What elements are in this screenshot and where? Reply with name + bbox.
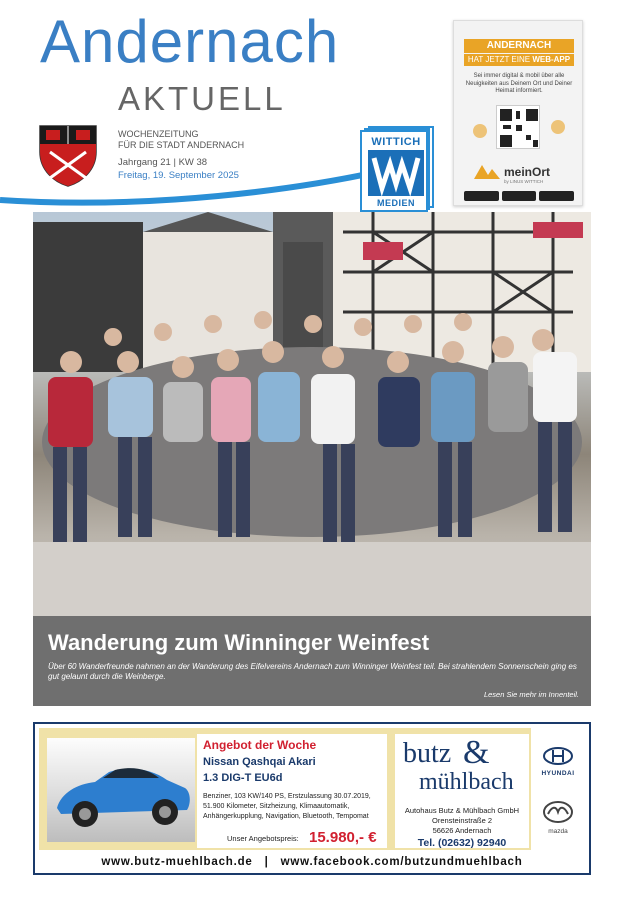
article-lead: Über 60 Wanderfreunde nahmen an der Wanderung des Eifelvereins Andernach zum Winninger Weinfest teil. Bei strahlendem Sonnenschein ging es gut gelaunt durch die Weinberge.: [48, 662, 577, 681]
hand-icon: [470, 121, 490, 141]
masthead-title: Andernach: [40, 8, 340, 75]
webapp-badge-link[interactable]: [539, 191, 574, 201]
bell-icon: [548, 117, 568, 137]
dealer-street: Orensteinstraße 2: [431, 816, 493, 825]
mazda-logo-icon: [542, 800, 574, 824]
car-dealer-ad[interactable]: [33, 722, 591, 875]
car-details: Benziner, 103 KW/140 PS, Erstzulassung 30.07.2019, 51.900 Kilometer, Sitzheizung, Klimaautomatik, Anhängerkupplung, Navigation, Bluetooth, Tempomat: [203, 793, 371, 820]
dealer-info: [395, 734, 529, 848]
ad-footer-links: [39, 854, 585, 870]
price-value: 15.980,- €: [309, 829, 377, 846]
issue-date: Freitag, 19. September 2025: [118, 170, 239, 181]
publisher-name-top: WITTICH: [371, 136, 421, 148]
hyundai-logo-icon: [542, 746, 574, 766]
app-store-badge[interactable]: [464, 191, 499, 201]
offer-heading: Angebot der Woche: [203, 738, 317, 752]
app-store-badges[interactable]: [464, 191, 574, 201]
price-label: Unser Angebotspreis:: [227, 834, 299, 843]
brand-mazda: mazda: [548, 828, 568, 835]
qr-code-icon[interactable]: [496, 105, 540, 149]
car-model: Nissan Qashqai Akari: [203, 756, 316, 768]
brand-logos: [531, 728, 585, 850]
cover-photo: [33, 212, 591, 616]
webapp-headline: HAT JETZT EINE WEB-APP: [464, 54, 574, 66]
dealer-website-link[interactable]: www.butz-muehlbach.de: [101, 856, 253, 868]
offer-box: [197, 734, 387, 848]
brand-hyundai: HYUNDAI: [541, 770, 575, 777]
webapp-badge: ANDERNACH: [464, 39, 574, 53]
issue-number: Jahrgang 21 | KW 38: [118, 157, 208, 168]
dealer-facebook-link[interactable]: www.facebook.com/butzundmuehlbach: [280, 856, 523, 868]
dealer-logo-amp: &: [463, 734, 490, 771]
meinort-logo-icon: [472, 163, 502, 181]
ad-body: [39, 728, 585, 850]
publisher-logo: [360, 126, 432, 212]
masthead-subtitle: AKTUELL: [118, 80, 286, 117]
lead-article[interactable]: [33, 616, 591, 706]
article-headline[interactable]: Wanderung zum Winninger Weinfest: [48, 630, 430, 655]
publisher-w-icon: [368, 150, 424, 196]
dealer-phone[interactable]: Tel. (02632) 92940: [417, 837, 507, 849]
meinort-brand: meinOrt by LINUS WITTICH: [504, 165, 551, 184]
car-photo: [47, 738, 195, 842]
webapp-text: Sei immer digital & mobil über alle Neuigkeiten aus Deinem Ort und Deiner Heimat informiert.: [465, 73, 573, 94]
footer-separator: |: [264, 856, 269, 868]
car-engine: 1.3 DIG-T EU6d: [203, 772, 283, 784]
dealer-logo-text-1: butz: [403, 738, 452, 769]
dealer-city: 56626 Andernach: [432, 826, 492, 835]
dealer-company: Autohaus Butz & Mühlbach GmbH: [404, 806, 520, 815]
google-play-badge[interactable]: [502, 191, 537, 201]
masthead-tagline: WOCHENZEITUNG FÜR DIE STADT ANDERNACH: [118, 129, 245, 150]
webapp-ad[interactable]: [453, 20, 583, 206]
dealer-logo-text-2: mühlbach: [419, 769, 514, 795]
read-more-note: Lesen Sie mehr im Innenteil.: [483, 690, 579, 699]
publisher-name-bottom: MEDIEN: [376, 198, 415, 208]
